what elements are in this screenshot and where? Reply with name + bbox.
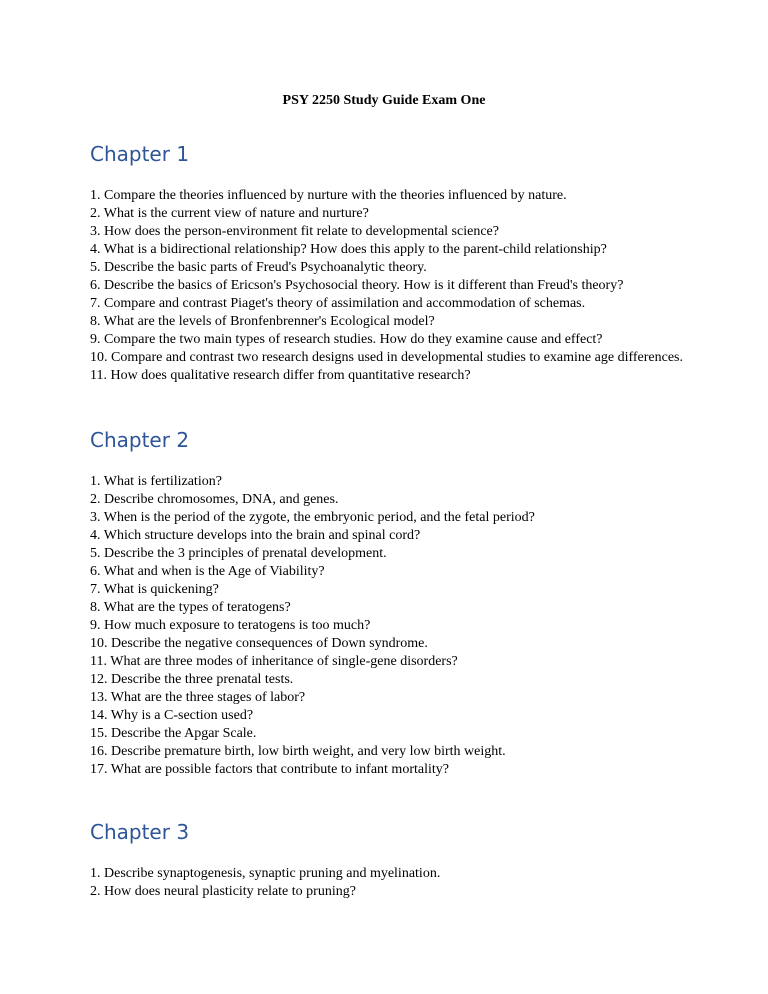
chapter-1-heading: Chapter 1 <box>90 142 190 166</box>
chapter-2-question-list <box>90 473 690 779</box>
question-item: 2. How does neural plasticity relate to pruning? <box>90 884 356 899</box>
question-item: 15. Describe the Apgar Scale. <box>90 726 257 741</box>
document-title: PSY 2250 Study Guide Exam One <box>282 93 486 108</box>
question-item: 13. What are the three stages of labor? <box>90 690 306 705</box>
question-item: 6. What and when is the Age of Viability? <box>90 564 325 579</box>
question-item: 10. Describe the negative consequences of Down syndrome. <box>90 636 428 651</box>
question-item: 17. What are possible factors that contribute to infant mortality? <box>90 762 449 777</box>
question-item: 7. Compare and contrast Piaget's theory of assimilation and accommodation of schemas. <box>90 296 586 311</box>
question-item: 2. What is the current view of nature and nurture? <box>90 206 369 221</box>
question-item: 1. Describe synaptogenesis, synaptic pruning and myelination. <box>90 866 441 881</box>
chapter-2-heading: Chapter 2 <box>90 428 190 452</box>
question-item: 7. What is quickening? <box>90 582 219 597</box>
question-item: 1. Compare the theories influenced by nurture with the theories influenced by nature. <box>90 188 567 203</box>
chapter-3-question-list <box>90 865 690 901</box>
question-item: 4. Which structure develops into the brain and spinal cord? <box>90 528 421 543</box>
question-item: 12. Describe the three prenatal tests. <box>90 672 294 687</box>
question-item: 14. Why is a C-section used? <box>90 708 254 723</box>
question-item: 4. What is a bidirectional relationship? How does this apply to the parent-child relationship? <box>90 242 607 257</box>
chapter-1-question-list <box>90 187 690 385</box>
question-item: 9. Compare the two main types of research studies. How do they examine cause and effect? <box>90 332 603 347</box>
question-item: 5. Describe the 3 principles of prenatal development. <box>90 546 387 561</box>
question-item: 3. How does the person-environment fit relate to developmental science? <box>90 224 499 239</box>
question-item: 1. What is fertilization? <box>90 474 222 489</box>
question-item: 5. Describe the basic parts of Freud's Psychoanalytic theory. <box>90 260 427 275</box>
question-item: 3. When is the period of the zygote, the embryonic period, and the fetal period? <box>90 510 535 525</box>
chapter-3-heading: Chapter 3 <box>90 820 190 844</box>
question-item: 11. What are three modes of inheritance of single-gene disorders? <box>90 654 458 669</box>
question-item: 2. Describe chromosomes, DNA, and genes. <box>90 492 339 507</box>
question-item: 11. How does qualitative research differ from quantitative research? <box>90 368 471 383</box>
question-item: 8. What are the levels of Bronfenbrenner's Ecological model? <box>90 314 435 329</box>
question-item: 6. Describe the basics of Ericson's Psychosocial theory. How is it different than Freud's theory? <box>90 278 624 293</box>
question-item: 10. Compare and contrast two research designs used in developmental studies to examine age differences. <box>90 350 683 365</box>
question-item: 9. How much exposure to teratogens is too much? <box>90 618 371 633</box>
question-item: 16. Describe premature birth, low birth weight, and very low birth weight. <box>90 744 506 759</box>
question-item: 8. What are the types of teratogens? <box>90 600 291 615</box>
